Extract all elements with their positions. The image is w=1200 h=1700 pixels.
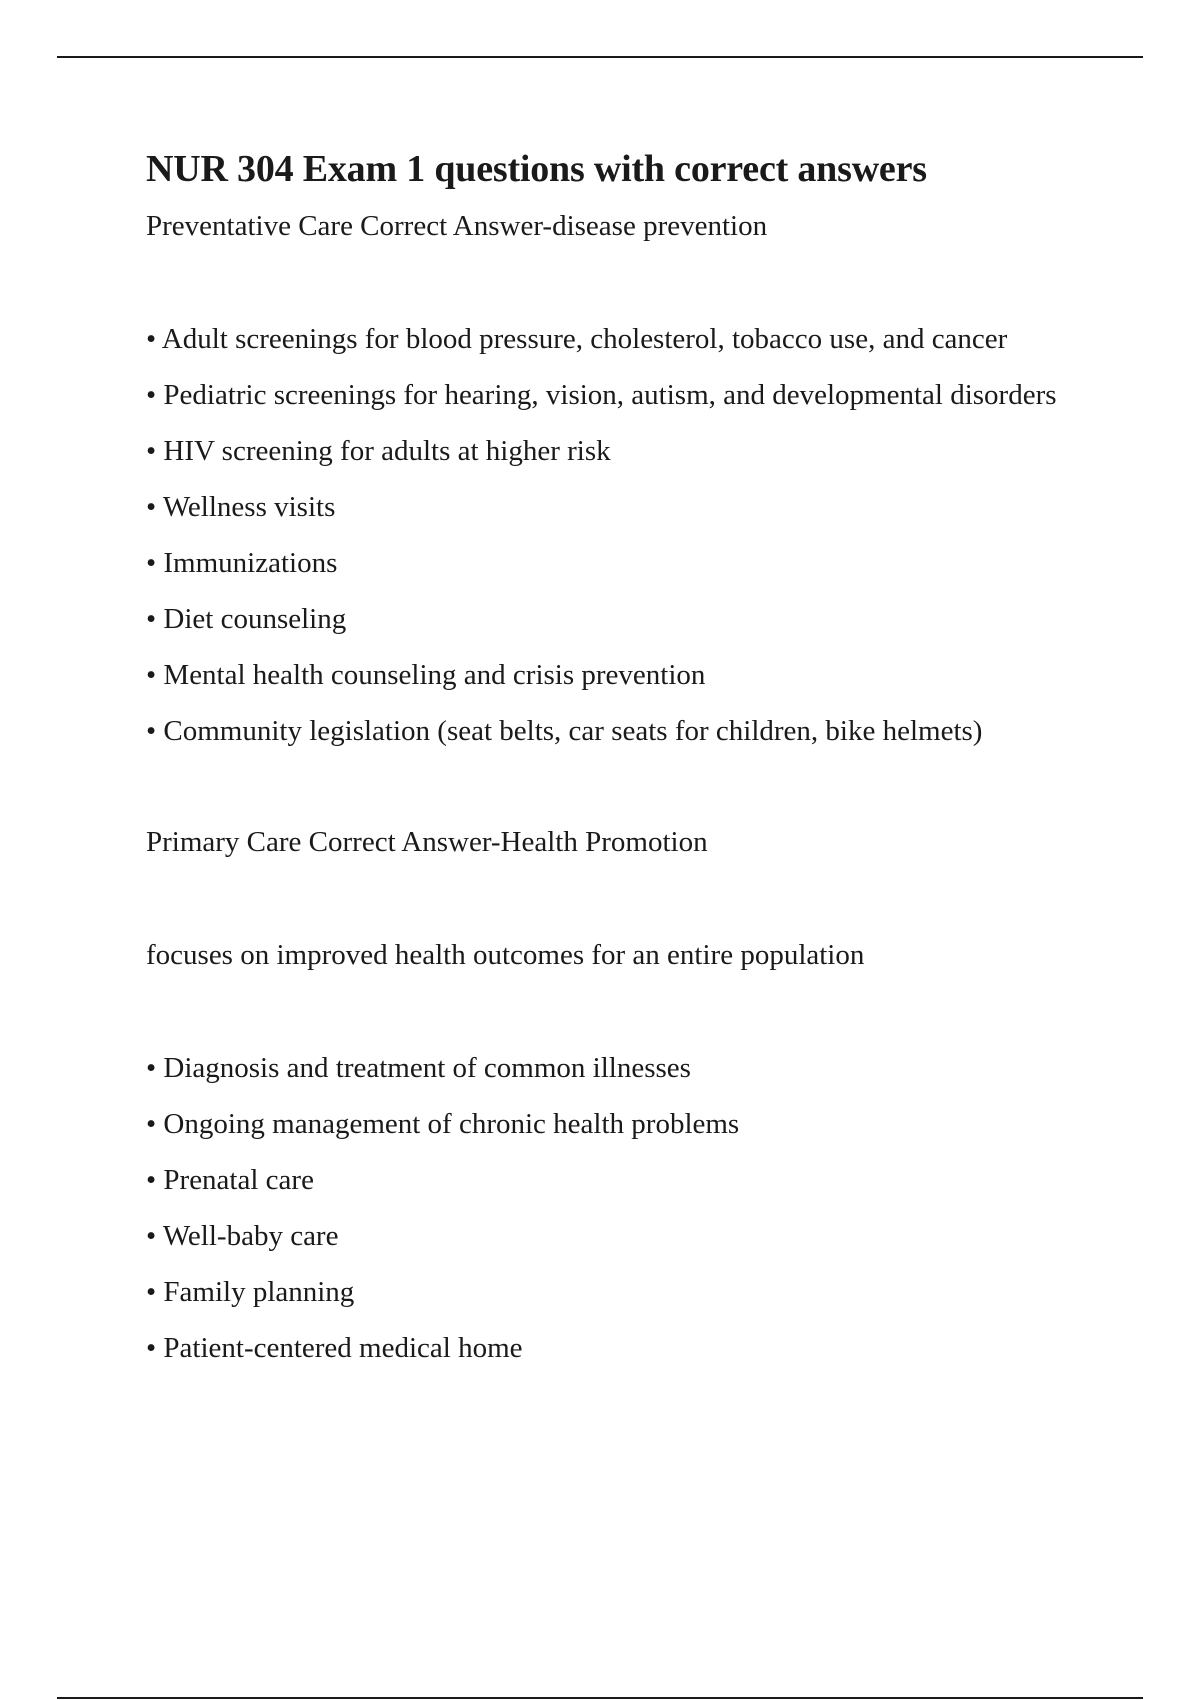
top-divider xyxy=(57,56,1143,58)
list-item: • Patient-centered medical home xyxy=(146,1332,523,1364)
preventative-list xyxy=(146,319,1096,751)
list-item: • Diet counseling xyxy=(146,603,347,635)
document-body xyxy=(146,144,1096,1384)
list-item: • Adult screenings for blood pressure, cholesterol, tobacco use, and cancer xyxy=(146,323,1008,355)
primary-heading: Primary Care Correct Answer-Health Promotion xyxy=(146,826,708,858)
page-title: NUR 304 Exam 1 questions with correct answers xyxy=(146,148,927,190)
list-item: • Family planning xyxy=(146,1276,355,1308)
list-item: • Diagnosis and treatment of common illnesses xyxy=(146,1052,691,1084)
spacer xyxy=(146,751,1096,822)
list-item: • Well-baby care xyxy=(146,1220,339,1252)
list-item: • Prenatal care xyxy=(146,1164,314,1196)
primary-list xyxy=(146,1048,1096,1368)
list-item: • Ongoing management of chronic health problems xyxy=(146,1108,740,1140)
list-item: • Community legislation (seat belts, car seats for children, bike helmets) xyxy=(146,715,983,747)
spacer xyxy=(146,975,1096,1048)
preventative-heading: Preventative Care Correct Answer-disease prevention xyxy=(146,210,768,242)
list-item: • Mental health counseling and crisis prevention xyxy=(146,659,706,691)
list-item: • Wellness visits xyxy=(146,491,336,523)
bottom-divider xyxy=(57,1697,1143,1699)
spacer xyxy=(146,862,1096,935)
list-item: • HIV screening for adults at higher risk xyxy=(146,435,611,467)
primary-description: focuses on improved health outcomes for an entire population xyxy=(146,939,865,971)
list-item: • Pediatric screenings for hearing, vision, autism, and developmental disorders xyxy=(146,379,1057,411)
spacer xyxy=(146,246,1096,319)
list-item: • Immunizations xyxy=(146,547,338,579)
